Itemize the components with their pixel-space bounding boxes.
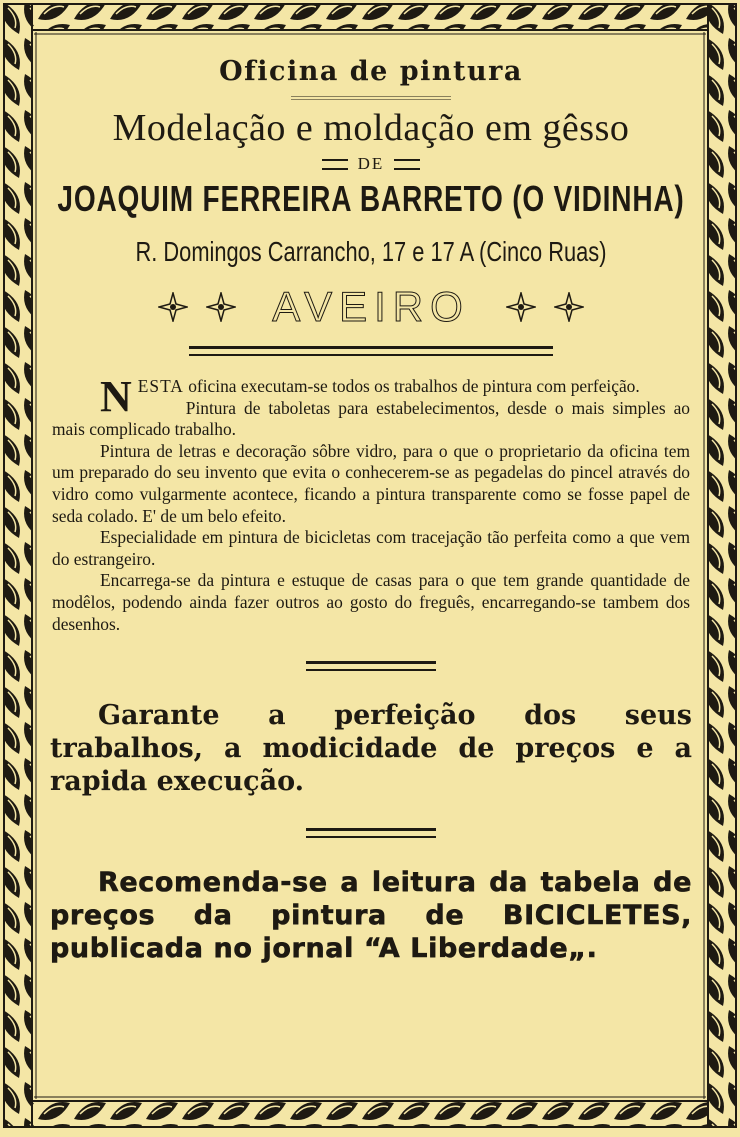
street-address: R. Domingos Carrancho, 17 e 17 A (Cinco Ruas) [135, 236, 607, 267]
paragraph-1-text: oficina executam-se todos os trabalhos de pintura com perfeição. [183, 376, 640, 396]
double-divider [306, 661, 436, 671]
description-text [50, 372, 692, 635]
double-divider [189, 346, 553, 356]
double-divider [306, 828, 436, 838]
recommendation-block [50, 866, 692, 965]
paragraph-3: Pintura de letras e decoração sôbre vidro, para o que o proprietario da oficina tem um preparado do seu invento que evita o conhecerem-se as pegadelas do pincel através do vidro como vulgarmente acontece, ficando a pintura transparente como se fosse papel de seda colado. E' de um belo efeito. [52, 440, 690, 526]
drop-cap: N [100, 372, 132, 421]
workshop-heading: Oficina de pintura [219, 56, 523, 87]
double-dash [322, 159, 348, 170]
paragraph-4: Especialidade em pintura de bicicletas com tracejação tão perfeita como a que vem do estrangeiro. [52, 527, 690, 569]
short-divider [291, 96, 451, 100]
owner-name: JOAQUIM FERREIRA BARRETO (O VIDINHA) [57, 178, 685, 219]
ornament-icon [506, 292, 536, 322]
guarantee-block [50, 699, 692, 798]
de-label: DE [357, 154, 385, 173]
recommendation-text: Recomenda-se a leitura da tabela de preços da pintura de BICICLETES, publicada no jornal “A Liberdade„. [50, 867, 692, 965]
ornament-icon [158, 292, 188, 322]
paragraph-2: Pintura de taboletas para estabelecimentos, desde o mais simples ao mais complicado trabalho. [52, 397, 690, 440]
de-line [50, 154, 692, 174]
ad-content [50, 48, 692, 965]
guarantee-text: Garante a perfeição dos seus trabalhos, a modicidade de preços e a rapida execução. [50, 700, 692, 798]
services-subheading: Modelação e moldação em gêsso [112, 107, 630, 149]
city-name: AVEIRO [272, 283, 470, 330]
paragraph-1-lead: ESTA [137, 376, 184, 396]
double-dash [394, 159, 420, 170]
ornament-icon [206, 292, 236, 322]
ornament-icon [554, 292, 584, 322]
paragraph-5: Encarrega-se da pintura e estuque de casas para o que tem grande quantidade de modêlos, podendo ainda fazer outros ao gosto do freguês, encarregando-se tambem dos desenhos. [52, 570, 690, 634]
city-row [50, 282, 692, 332]
